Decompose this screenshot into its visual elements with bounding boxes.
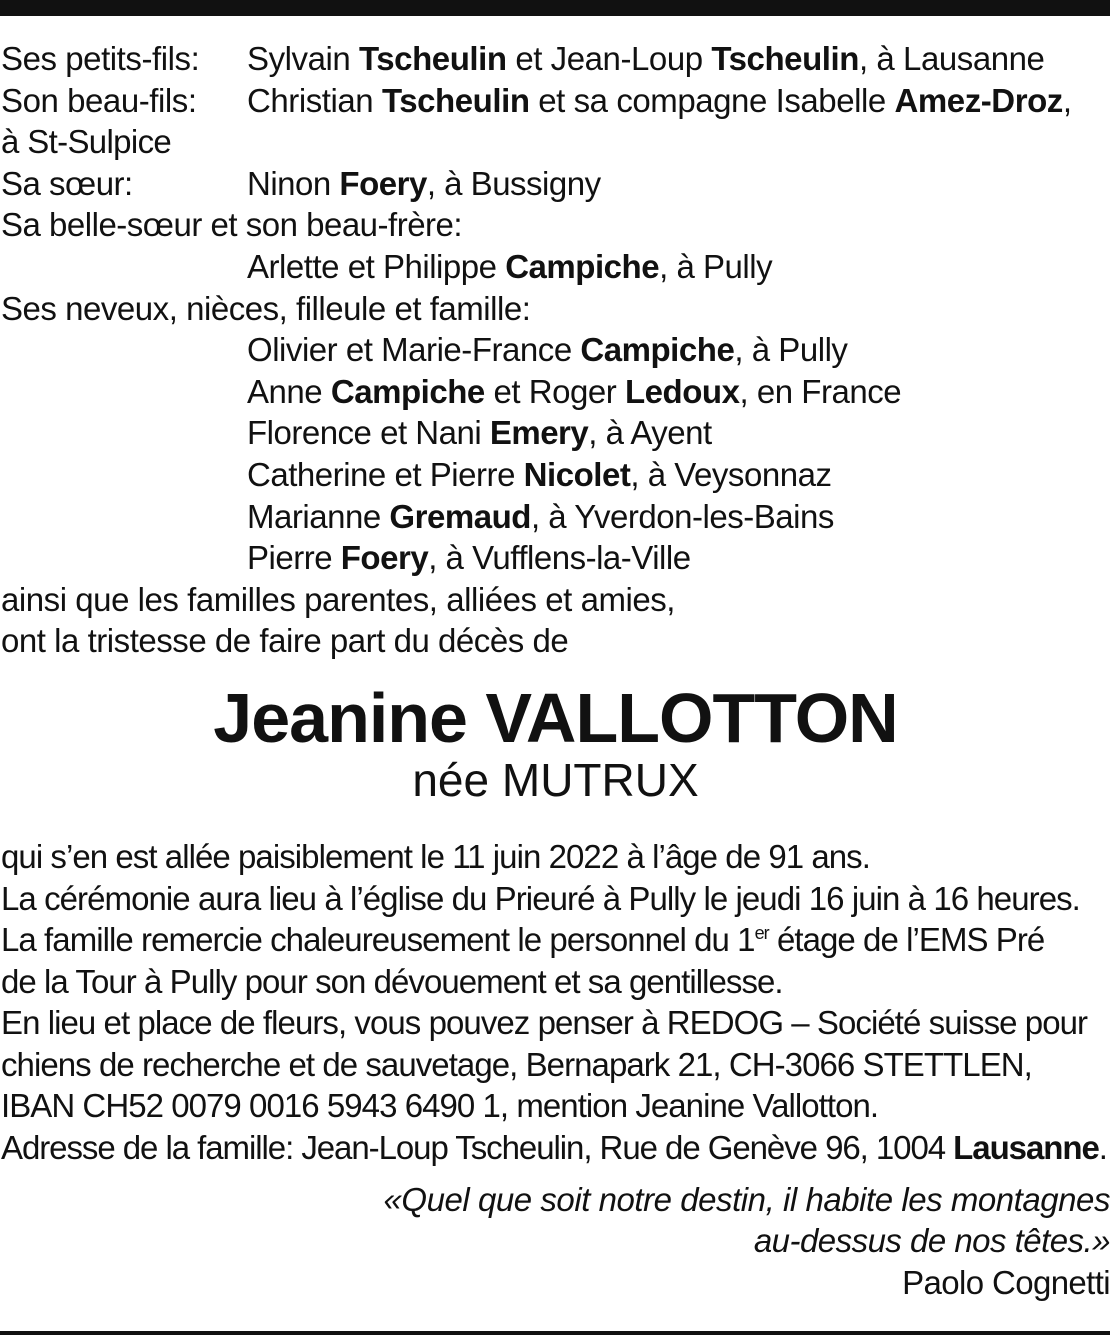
bold-surname: Foery (340, 539, 429, 577)
text-segment: Marianne (247, 497, 390, 535)
text-segment: Ninon (247, 164, 340, 202)
text-segment: et sa compagne Isabelle (529, 81, 895, 119)
text-segment: Sylvain (247, 40, 359, 77)
text-segment: Florence et Nani (247, 414, 490, 452)
quote-author: Paolo Cognetti (902, 1263, 1110, 1301)
body-line (1, 919, 1110, 961)
relation-names (247, 163, 601, 205)
text-segment: ont la tristesse de faire part du décès de (1, 622, 569, 660)
text-segment: En lieu et place de fleurs, vous pouvez penser à REDOG – Société suisse pour (1, 1004, 1088, 1042)
body-line (1, 1127, 1110, 1169)
bottom-rule (0, 1331, 1110, 1335)
text-segment: Sa belle-sœur et son beau-frère: (1, 206, 463, 244)
family-line (1, 412, 1110, 454)
text-segment: Arlette et Philippe (247, 247, 506, 285)
relation-label: Sa sœur: (1, 164, 133, 202)
body-line (1, 836, 1110, 878)
text-segment: ainsi que les familles parentes, alliées et amies, (1, 580, 676, 618)
text-segment: , en France (739, 372, 902, 410)
text-segment: Pierre (247, 539, 341, 577)
ordinal-suffix: er (754, 923, 769, 944)
family-line (1, 163, 1110, 205)
family-line (1, 537, 1110, 579)
bold-surname: Lausanne (953, 1129, 1099, 1167)
bold-surname: Campiche (330, 372, 485, 410)
deceased-name: Jeanine VALLOTTON (213, 678, 898, 757)
family-line (1, 121, 1110, 163)
body-line (1, 961, 1110, 1003)
text-segment: qui s’en est allée paisiblement le 11 juin 2022 à l’âge de 91 ans. (1, 837, 870, 875)
bold-surname: Campiche (580, 331, 735, 369)
text-segment: et Roger (484, 372, 625, 410)
text-segment: , à Yverdon-les-Bains (530, 497, 834, 535)
family-line (1, 371, 1110, 413)
text-segment: Anne (247, 372, 331, 410)
text-segment: , à Vufflens-la-Ville (428, 539, 691, 577)
text-segment: , à Veysonnaz (630, 455, 832, 493)
body-line (1, 1085, 1110, 1127)
text-segment: Adresse de la famille: Jean-Loup Tscheulin, Rue de Genève 96, 1004 (1, 1129, 954, 1167)
text-segment: de la Tour à Pully pour son dévouement et sa gentillesse. (1, 962, 783, 1000)
family-line (1, 204, 1110, 246)
family-line (1, 80, 1110, 122)
top-rule (0, 0, 1110, 16)
notice-body (1, 836, 1110, 1169)
relation-names (247, 38, 1044, 80)
bold-surname: Foery (339, 164, 427, 202)
body-line (1, 1002, 1110, 1044)
text-segment: . (1098, 1129, 1107, 1167)
body-line (1, 1044, 1110, 1086)
text-segment: , (1062, 81, 1072, 119)
text-segment: IBAN CH52 0079 0016 5943 6490 1, mention Jeanine Vallotton. (1, 1087, 879, 1125)
body-line (1, 878, 1110, 920)
bold-surname: Gremaud (389, 497, 531, 535)
maiden-name: née MUTRUX (412, 753, 699, 806)
bold-surname: Ledoux (624, 372, 740, 410)
text-segment: Olivier et Marie-France (247, 331, 581, 369)
family-line (1, 329, 1110, 371)
deceased-block (1, 678, 1110, 806)
family-line (1, 620, 1110, 662)
text-segment: , à Bussigny (426, 164, 601, 202)
quote-line: au-dessus de nos têtes.» (753, 1222, 1110, 1260)
bold-surname: Nicolet (523, 455, 631, 493)
text-segment: et Jean-Loup (506, 40, 712, 77)
text-segment: , à Pully (659, 247, 773, 285)
text-segment: Catherine et Pierre (247, 455, 524, 493)
text-segment: La famille remercie chaleureusement le personnel du 1 (1, 921, 755, 959)
bold-surname: Tscheulin (711, 40, 859, 77)
family-line (1, 454, 1110, 496)
text-segment: , à Lausanne (858, 40, 1045, 77)
text-segment: Ses neveux, nièces, filleule et famille: (1, 289, 531, 327)
bold-surname: Campiche (505, 247, 660, 285)
text-segment: étage de l’EMS Pré (768, 921, 1045, 959)
text-segment: chiens de recherche et de sauvetage, Bernapark 21, CH-3066 STETTLEN, (1, 1045, 1032, 1083)
text-segment: , à Pully (734, 331, 848, 369)
text-segment: à St-Sulpice (1, 123, 172, 161)
family-list (1, 38, 1110, 662)
quote-line: «Quel que soit notre destin, il habite les montagnes (383, 1180, 1110, 1218)
text-segment: Christian (247, 81, 382, 119)
family-line (1, 496, 1110, 538)
relation-names (247, 80, 1072, 122)
quote-block (1, 1179, 1110, 1304)
bold-surname: Amez-Droz (894, 81, 1063, 119)
obituary-notice (1, 38, 1110, 1303)
relation-label: Ses petits-fils: (1, 40, 200, 77)
bold-surname: Tscheulin (381, 81, 530, 119)
family-line (1, 246, 1110, 288)
bold-surname: Emery (489, 414, 589, 452)
family-line (1, 579, 1110, 621)
text-segment: , à Ayent (588, 414, 712, 452)
relation-label: Son beau-fils: (1, 81, 197, 119)
bold-surname: Tscheulin (359, 40, 507, 77)
family-line (1, 38, 1110, 80)
family-line (1, 288, 1110, 330)
text-segment: La cérémonie aura lieu à l’église du Prieuré à Pully le jeudi 16 juin à 16 heures. (1, 879, 1080, 917)
